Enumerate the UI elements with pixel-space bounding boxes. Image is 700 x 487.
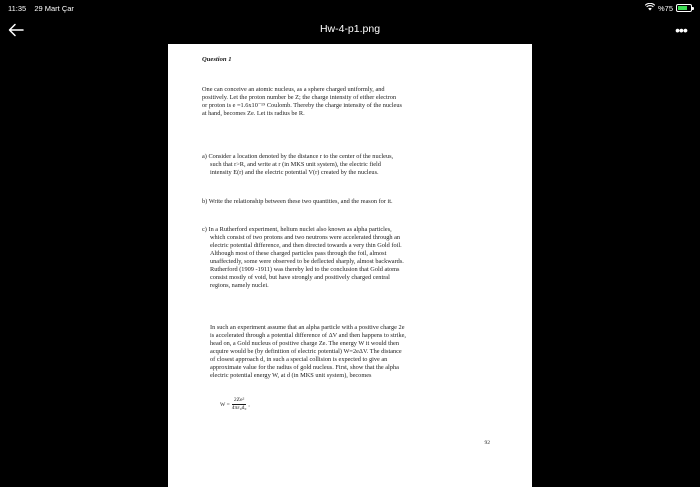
experiment-paragraph <box>210 324 510 380</box>
status-bar <box>0 0 700 16</box>
text-line: at hand, becomes Ze. Let its radius be R. <box>202 110 305 117</box>
home-indicator[interactable] <box>252 480 448 484</box>
formula-numerator: 2Ze² <box>233 397 245 403</box>
text-line: c) In a Rutherford experiment, helium nuclei also known as alpha particles, <box>202 226 392 233</box>
text-line: b) Write the relationship between these two quantities, and the reason for it. <box>202 198 393 205</box>
text-line: which consist of two protons and two neutrons were accelerated through an <box>210 234 401 241</box>
battery-fill <box>678 6 687 10</box>
energy-formula <box>220 397 250 412</box>
text-line: electric potential difference, and then directed towards a very thin Gold foil. <box>210 242 402 249</box>
formula-denominator: 4πε₀d₀ <box>231 405 247 411</box>
question-heading: Question 1 <box>202 56 232 63</box>
text-line: unaffectedly, some were observed to be deflected sharply, almost backwards. <box>210 258 404 265</box>
battery-percent: %75 <box>657 3 673 13</box>
text-line: of closest approach d, in such a special collision is expected to give an <box>210 356 388 363</box>
text-line: Rutherford (1909 -1911) was thereby led to the conclusion that Gold atoms <box>210 266 400 273</box>
text-line: regions, namely nuclei. <box>210 282 269 289</box>
text-line: consist mostly of void, but have strongly and positively charged central <box>210 274 390 281</box>
status-date: 29 Mart Çar <box>34 4 74 13</box>
image-viewer[interactable] <box>0 44 700 487</box>
intro-paragraph <box>202 86 502 118</box>
status-time: 11:35 <box>8 4 27 13</box>
part-c <box>202 226 507 290</box>
text-line: a) Consider a location denoted by the distance r to the center of the nucleus, <box>202 153 394 160</box>
text-line: or proton is e =1.6x10⁻¹⁹ Coulomb. Thereby the charge intensity of the nucleus <box>202 102 402 109</box>
text-line: positively. Let the proton number be Z; the charge intensity of either electron <box>202 94 397 101</box>
nav-bar <box>0 16 700 44</box>
text-line: acquire would be (by definition of electric potential) W=2eΔV. The distance <box>210 348 402 355</box>
page-number: 92 <box>484 440 490 446</box>
formula-fraction <box>231 397 250 412</box>
status-left <box>8 4 80 13</box>
more-button[interactable] <box>670 20 692 40</box>
text-line: approximate value for the radius of gold nucleus. First, show that the alpha <box>210 364 399 371</box>
text-line: intensity E(r) and the electric potential V(r) created by the nucleus. <box>210 169 379 176</box>
text-line: is accelerated through a potential difference of ΔV and then happens to strike, <box>210 332 406 339</box>
text-line: electric potential energy W, at d (in MKS unit system), becomes <box>210 372 372 379</box>
text-line: head on, a Gold nucleus of positive charge Ze. The energy W it would then <box>210 340 399 347</box>
document-page <box>168 44 532 487</box>
text-line: One can conceive an atomic nucleus, as a sphere charged uniformly, and <box>202 86 385 93</box>
part-a <box>202 153 502 177</box>
text-line: such that r>R, and write at r (in MKS unit system), the electric field <box>210 161 381 168</box>
more-dots-icon: ••• <box>675 22 687 38</box>
formula-tail: , <box>248 401 250 408</box>
battery-icon <box>676 4 692 12</box>
status-right <box>645 3 692 13</box>
part-b <box>202 198 502 206</box>
file-title: Hw-4-p1.png <box>319 23 381 35</box>
text-line: Although most of these charged particles pass through the foil, almost <box>210 250 387 257</box>
formula-lhs: W = <box>220 401 230 408</box>
wifi-icon <box>645 3 655 13</box>
text-line: In such an experiment assume that an alpha particle with a positive charge 2e <box>210 324 405 331</box>
